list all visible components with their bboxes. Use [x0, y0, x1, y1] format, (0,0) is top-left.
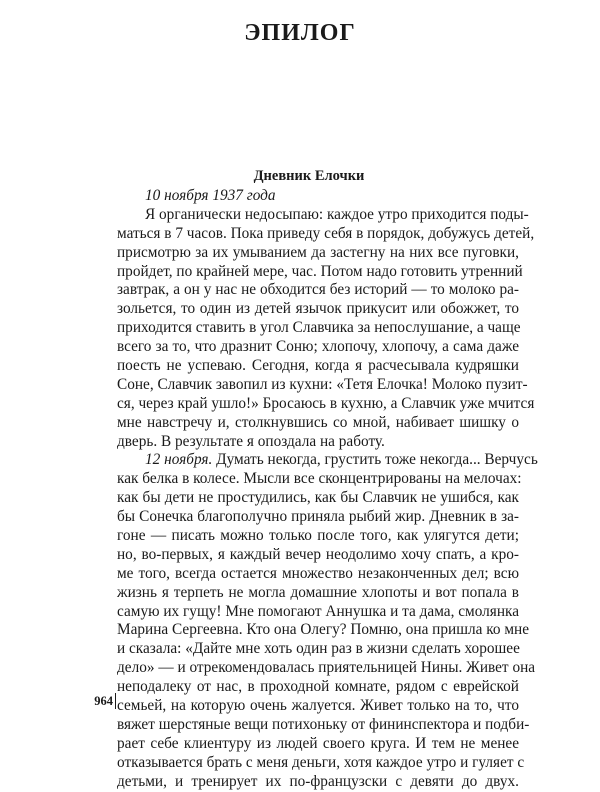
text-line: детьми, и тренирует их по-французски с девяти до двух.: [117, 772, 519, 790]
entry-date: 10 ноября 1937 года: [145, 187, 276, 204]
text-line: ся, через край ушло!» Бросаюсь в кухню, а Славчик уже мчится: [117, 394, 535, 412]
text-line: дверь. В результате я опоздала на работу.: [117, 432, 385, 450]
text-line: неподалеку от нас, в проходной комнате, рядом с еврейской: [117, 678, 519, 696]
text-line: завтрак, а он у нас не обходится без историй — то молоко ра-: [117, 281, 519, 299]
text-line: гоне — писать можно только после того, как улягутся дети;: [117, 527, 519, 545]
text-line: дело» — и отрекомендовалась приятельницей Нины. Живет она: [117, 659, 536, 677]
text-line: бы Сонечка благополучно приняла рыбий жир. Дневник в за-: [117, 508, 519, 526]
text-line: маться в 7 часов. Пока приведу себя в порядок, добужусь детей,: [117, 224, 535, 242]
text-line: но, во-первых, я каждый вечер неодолимо хочу спать, а кро-: [117, 545, 519, 563]
text-line: поесть не успеваю. Сегодня, когда я расчесывала кудряшки: [117, 357, 519, 375]
diary-text: [117, 187, 538, 792]
text-line: [117, 451, 538, 470]
text-line: зольется, то один из детей язычок прикусит или обожжет, то: [117, 300, 519, 318]
text-line: присмотрю за их умыванием да застегну на них все пуговки,: [117, 243, 519, 261]
text-line: Марина Сергеевна. Кто она Олегу? Помню, она пришла ко мне: [117, 621, 530, 639]
text-line: приходится ставить в угол Славчика за непослушание, а чаще: [117, 319, 521, 337]
text-line: вяжет шерстяные вещи потихоньку от фининспектора и подби-: [117, 715, 530, 733]
text-line: мне навстречу и, столкнувшись со мной, набивает шишку о: [117, 413, 519, 431]
text-line: ме того, всегда остается множество незаконченных дел; всю: [117, 564, 519, 582]
text-line: и сказала: «Дайте мне хоть один раз в жизни сделать хорошее: [117, 640, 520, 658]
text-line: семьей, на которую очень жалуется. Живет только на то, что: [117, 697, 519, 715]
entry-date: 12 ноября.: [145, 451, 213, 469]
text-line: как белка в колесе. Мысли все сконцентрированы на мелочах:: [117, 470, 522, 488]
text-line-rest: Думать некогда, грустить тоже некогда... Верчусь: [212, 451, 538, 469]
section-title: Дневник Елочки: [253, 168, 365, 184]
text-line: пройдет, по крайней мере, час. Потом надо готовить утренний: [117, 262, 523, 280]
text-line: как бы дети не простудились, как бы Славчик не ушибся, как: [117, 489, 519, 507]
text-line: жизнь я терпеть не могла домашние хлопоты и вот попала в: [117, 583, 519, 601]
text-line: Соне, Славчик завопил из кухни: «Тетя Елочка! Молоко пузит-: [117, 375, 528, 393]
page-number: 964: [93, 693, 116, 709]
chapter-title: ЭПИЛОГ: [244, 20, 356, 46]
text-line: Я органически недосыпаю: каждое утро приходится поды-: [145, 205, 529, 223]
text-line: отказывается брать с меня деньги, хотя каждое утро и гуляет с: [117, 753, 525, 771]
text-line: всего за то, что дразнит Соню; хлопочу, хлопочу, а сама даже: [117, 338, 519, 356]
text-line: самую их гущу! Мне помогают Аннушка и та дама, смолянка: [117, 602, 519, 620]
text-line: рает себе клиентуру из людей своего круга. И тем не менее: [117, 734, 519, 752]
